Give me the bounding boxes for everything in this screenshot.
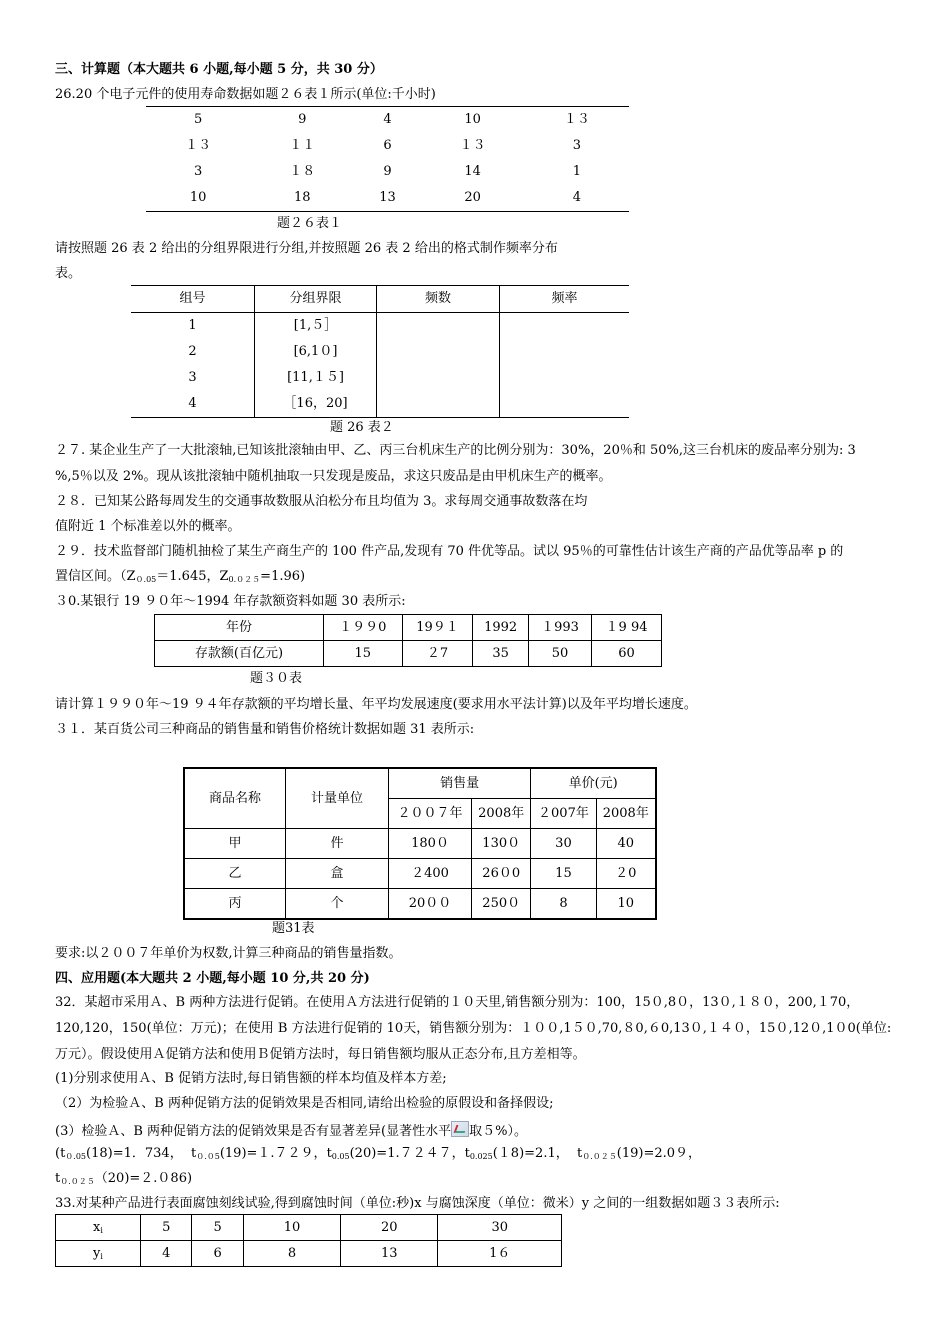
section3-heading: 三、计算题（本大题共 6 小题,每小题 5 分，共 30 分） [55,62,383,77]
table-row: 乙 盒 ２400 26０0 15 ２0 [184,859,656,889]
q28-line-2: 值附近 1 个标准差以外的概率。 [55,519,241,534]
table-33 [55,1214,562,1267]
table-row: 3 １８ 9 14 1 [193,164,582,180]
table-26-1-caption: 题２６表１ [277,216,343,231]
table-row: 10 18 13 20 4 [189,190,582,206]
q27-text: ２７. 某企业生产了一大批滚轴,已知该批滚轴由甲、乙、丙三台机床生产的比例分别为：30%，20％和 50%,这三台机床的废品率分别为: 3 %,5％以及 2%。现从该批滚轴中随机抽取一只发现是废品，求这只废品是由甲机床生产的概率。 [55,443,856,484]
table-row: 4 ［16，20] [131,391,629,418]
q32-part-2: （2）为检验Ａ、B 两种促销方法的促销效果是否相同,请给出检验的原假设和备择假设; [55,1096,554,1111]
table-row: 存款额(百亿元) 15 ２7 35 50 60 [155,641,662,667]
q26-instruction-1: 请按照题 26 表 2 给出的分组界限进行分组,并按照题 26 表 2 给出的格式制作频率分布 [55,241,558,256]
table-26-1 [146,106,629,212]
q30-question: 请计算１９９０年～19 ９４年存款额的平均增长量、年平均发展速度(要求用水平法计算)以及年平均增长速度。 [55,697,697,712]
table-row: $x_i$ 5 5 10 20 30 [56,1215,562,1241]
table-row: 甲 件 180０ 130０ 30 40 [184,829,656,859]
table-row: 1 [1,５］ [131,313,629,340]
table-31 [183,767,657,920]
q28-line-1: ２８．已知某公路每周发生的交通事故数服从泊松分布且均值为 3。求每周交通事故数落在均 [55,494,588,509]
section4-heading: 四、应用题(本大题共 2 小题,每小题 10 分,共 20 分) [55,971,370,986]
table-26-2-caption: 题 26 表２ [330,420,394,435]
q30-intro: ３0.某银行 19 ９０年～1994 年存款额资料如题 30 表所示: [55,594,406,609]
t-values-line-2: $t_{0.025}(20)=2.086$) [55,1171,193,1186]
q29-line-2: 置信区间。（$Z_{0.05}=1.645$，$Z_{0.025}=1.96$) [55,569,306,584]
table-row: 3 [11,１５] [131,365,629,391]
table-row: 年份 １９９0 19９１ 1992 １993 １9 94 [155,615,662,641]
t-values-line-1: ($t_{0.05}(18)=1$．734， $t_{0.05}(19)=1.729$，$t_{0.05}(20)=1.7247$，$t_{0.025}(18)=2.1$， $t_{0.025}(19)=2.09$， [55,1146,702,1161]
table-30 [154,614,662,667]
q26-intro: 26.20 个电子元件的使用寿命数据如题２６表１所示(单位:千小时) [55,87,436,102]
q32-part-3: (3）检验Ａ、B 两种促销方法的促销效果是否有显著差异(显著性水平 取５%）。 [55,1121,527,1140]
q29-line-1: ２９．技术监督部门随机抽检了某生产商生产的 100 件产品,发现有 70 件优等品。试以 95％的可靠性估计该生产商的产品优等品率 p 的 [55,544,844,559]
table-header-row: ２００７年 2008年 ２007年 2008年 [184,799,656,829]
q31-intro: ３１．某百货公司三种商品的销售量和销售价格统计数据如题 31 表所示: [55,722,475,737]
table-header-row: 组号 分组界限 频数 频率 [131,286,629,313]
table-row: 2 [6,1０] [131,339,629,365]
table-row: $y_i$ 4 6 8 13 1６ [56,1241,562,1267]
alpha-image-icon [451,1121,469,1137]
table-row: １３ １１ 6 １３ 3 [185,138,582,154]
table-31-caption: 题31表 [272,921,315,936]
table-30-caption: 题３０表 [250,671,303,686]
table-row: 丙 个 20００ 250０ 8 10 [184,889,656,920]
table-26-2 [131,285,629,418]
q32-part-1: (1)分别求使用Ａ、B 促销方法时,每日销售额的样本均值及样本方差; [55,1071,447,1086]
q26-instruction-2: 表。 [55,266,82,281]
table-header-row: 商品名称 计量单位 销售量 单价(元) [184,768,656,799]
table-row: 5 9 4 10 １３ [193,112,590,128]
q32-paragraph: 32．某超市采用Ａ、B 两种方法进行促销。在使用Ａ方法进行促销的１０天里,销售额分别为：100，15０,8０，13０,１８０，200,１70，120,120，150(单位：万元)；在使用 B 方法进行促销的 10天，销售额分别为：１００,1５０,70,８0,６0,13０,１４０，15０,12０,1０0(单位:万元）。假设使用Ａ促销方法和使用Ｂ促销方法时，每日销售额均服从正态分布,且方差相等。 [55,995,892,1062]
q31-requirement: 要求:以２００７年单价为权数,计算三种商品的销售量指数。 [55,946,402,961]
q33-intro: 33.对某种产品进行表面腐蚀刻线试验,得到腐蚀时间（单位:秒)x 与腐蚀深度（单位：微米）y 之间的一组数据如题３３表所示: [55,1196,780,1211]
